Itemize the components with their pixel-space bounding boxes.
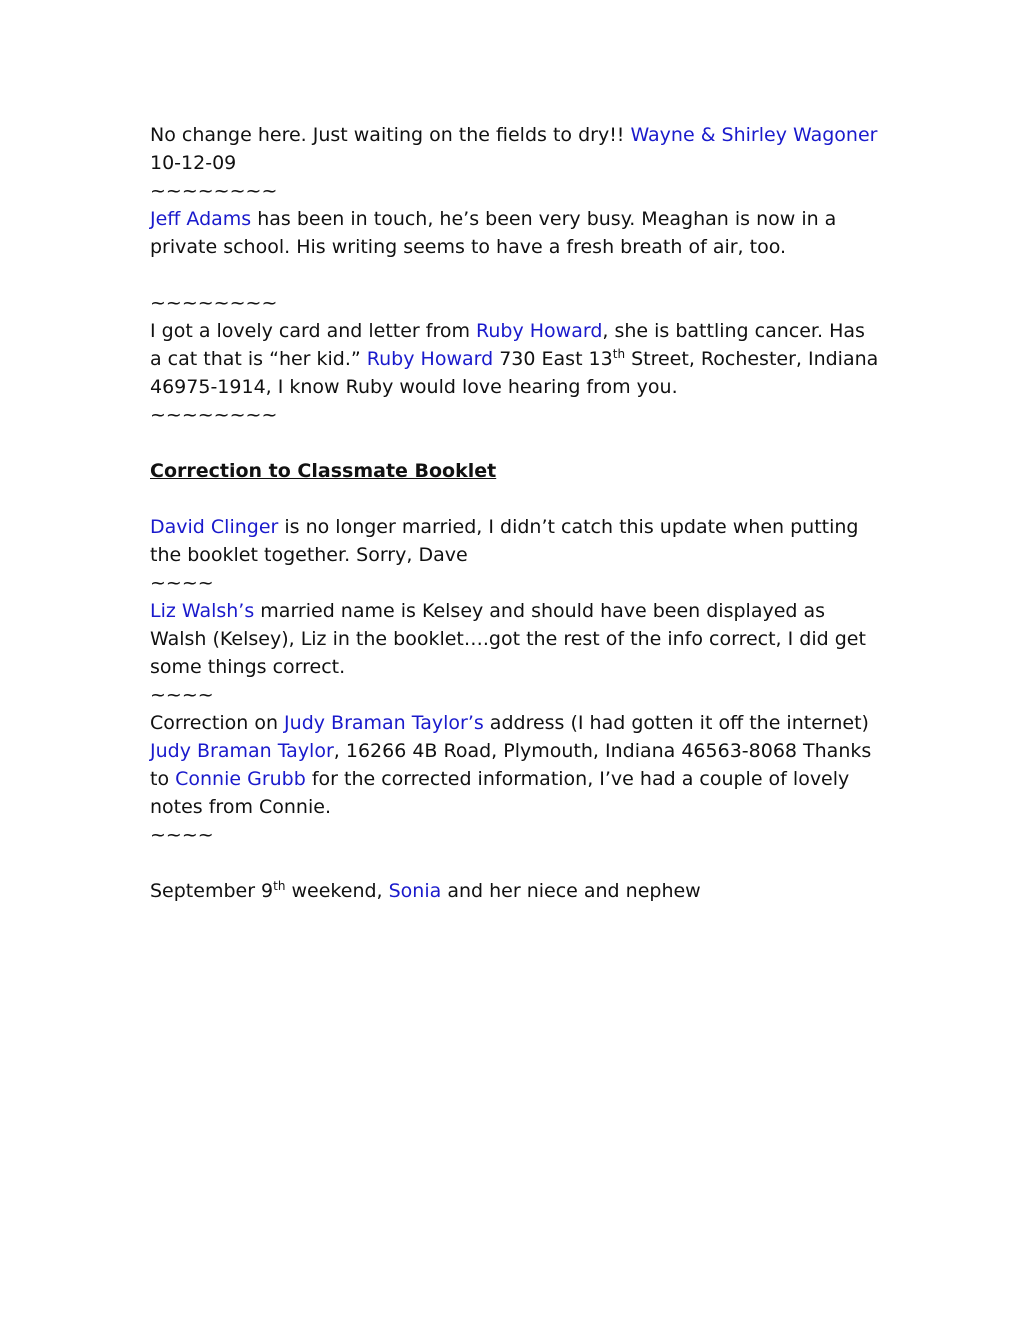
paragraph-judy-taylor bbox=[150, 709, 880, 821]
person-name: Judy Braman Taylor bbox=[150, 740, 334, 762]
separator: ~~~~~~~~ bbox=[150, 292, 278, 314]
paragraph-text: , she is battling cancer. Has a cat that is “her kid.” bbox=[150, 320, 865, 370]
paragraph-text: September 9 bbox=[150, 880, 274, 902]
date-line: 10-12-09 bbox=[150, 152, 237, 174]
person-name: Liz Walsh’s bbox=[150, 600, 255, 622]
section-heading: Correction to Classmate Booklet bbox=[150, 460, 497, 482]
paragraph-field-update bbox=[150, 121, 880, 149]
document-page bbox=[150, 121, 880, 905]
person-name: Ruby Howard bbox=[476, 320, 603, 342]
paragraph-text: for the corrected information, I’ve had a couple of lovely notes from Connie. bbox=[150, 768, 850, 818]
person-name: Connie Grubb bbox=[175, 768, 306, 790]
ordinal-suffix: th bbox=[273, 879, 286, 893]
paragraph-text: is no longer married, I didn’t catch this update when putting the booklet together. Sorry, Dave bbox=[150, 516, 859, 566]
separator: ~~~~ bbox=[150, 572, 214, 594]
paragraph-text: I got a lovely card and letter from bbox=[150, 320, 477, 342]
paragraph-text: weekend, bbox=[285, 880, 389, 902]
paragraph-text: has been in touch, he’s been very busy. Meaghan is now in a private school. His writing seems to have a fresh breath of air, too. bbox=[150, 208, 837, 258]
person-name: Jeff Adams bbox=[150, 208, 252, 230]
paragraph-text: Correction on bbox=[150, 712, 285, 734]
person-name: David Clinger bbox=[150, 516, 279, 538]
separator: ~~~~ bbox=[150, 684, 214, 706]
separator: ~~~~ bbox=[150, 824, 214, 846]
paragraph-jeff-adams bbox=[150, 205, 880, 261]
separator: ~~~~~~~~ bbox=[150, 180, 278, 202]
paragraph-text: No change here. Just waiting on the fields to dry!! bbox=[150, 124, 631, 146]
paragraph-liz-walsh bbox=[150, 597, 880, 681]
paragraph-text: , 16266 4B Road, Plymouth, Indiana 46563-8068 Thanks to bbox=[150, 740, 872, 790]
paragraph-text: and her niece and nephew bbox=[441, 880, 701, 902]
paragraph-sonia bbox=[150, 877, 880, 905]
blank-line bbox=[150, 261, 880, 289]
paragraph-text: married name is Kelsey and should have been displayed as Walsh (Kelsey), Liz in the booklet….got the rest of the info correct, I did get some things correct. bbox=[150, 600, 866, 678]
blank-line bbox=[150, 485, 880, 513]
person-name: Wayne & Shirley Wagoner bbox=[630, 124, 878, 146]
blank-line bbox=[150, 849, 880, 877]
person-name: Ruby Howard bbox=[366, 348, 494, 370]
person-name: Sonia bbox=[388, 880, 442, 902]
paragraph-david-clinger bbox=[150, 513, 880, 569]
paragraph-text: 730 East 13 bbox=[493, 348, 613, 370]
separator: ~~~~~~~~ bbox=[150, 404, 278, 426]
ordinal-suffix: th bbox=[612, 347, 626, 361]
paragraph-text: address (I had gotten it off the internet) bbox=[483, 712, 869, 734]
paragraph-text: Street, Rochester, Indiana 46975-1914, I know Ruby would love hearing from you. bbox=[150, 348, 879, 398]
paragraph-ruby-howard bbox=[150, 317, 880, 401]
person-name: Judy Braman Taylor’s bbox=[284, 712, 484, 734]
blank-line bbox=[150, 429, 880, 457]
